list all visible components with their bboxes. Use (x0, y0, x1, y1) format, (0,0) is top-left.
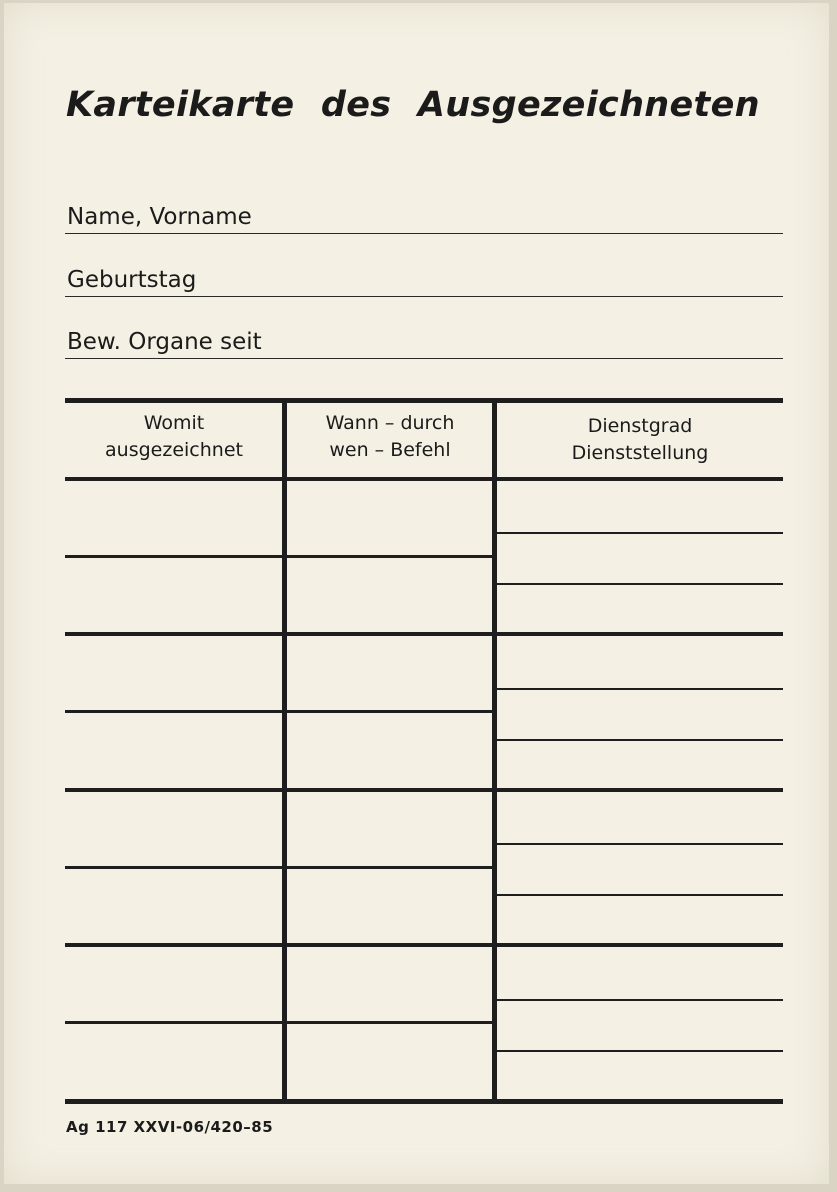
name-field-label: Name, Vorname (67, 204, 252, 230)
organs-since-field-label: Bew. Organe seit (67, 329, 262, 355)
table-group-rule (65, 943, 783, 947)
column-header-rank-unit (497, 413, 783, 467)
awards-table (65, 398, 783, 1105)
table-header-rule (65, 477, 783, 481)
column-header-award-line1: Womit (143, 412, 205, 434)
row-divider-right (497, 894, 783, 896)
name-field[interactable] (65, 193, 783, 234)
index-card (4, 3, 829, 1184)
column-header-rank-unit-line1: Dienstgrad (587, 415, 693, 437)
column-divider (492, 398, 497, 1104)
birthday-field[interactable] (65, 256, 783, 297)
row-divider-left (65, 555, 493, 558)
table-bottom-rule (65, 1099, 783, 1104)
row-divider-right (497, 1050, 783, 1052)
column-header-date-order (287, 410, 493, 464)
organs-since-field[interactable] (65, 318, 783, 359)
row-divider-left (65, 1021, 493, 1024)
table-group-rule (65, 788, 783, 792)
column-header-award-line2: ausgezeichnet (105, 439, 243, 461)
row-divider-right (497, 688, 783, 690)
card-title: Karteikarte des Ausgezeichneten (66, 85, 760, 125)
column-header-rank-unit-line2: Dienststellung (571, 442, 709, 464)
row-divider-left (65, 710, 493, 713)
row-divider-right (497, 583, 783, 585)
row-divider-right (497, 739, 783, 741)
column-divider (282, 398, 287, 1104)
row-divider-right (497, 843, 783, 845)
row-divider-right (497, 532, 783, 534)
table-top-rule (65, 398, 783, 403)
row-divider-right (497, 999, 783, 1001)
birthday-field-label: Geburtstag (67, 267, 197, 293)
table-group-rule (65, 632, 783, 636)
column-header-date-order-line1: Wann – durch (325, 412, 455, 434)
column-header-date-order-line2: wen – Befehl (329, 439, 451, 461)
row-divider-left (65, 866, 493, 869)
column-header-award (65, 410, 283, 464)
form-number: Ag 117 XXVI-06/420–85 (66, 1118, 274, 1136)
